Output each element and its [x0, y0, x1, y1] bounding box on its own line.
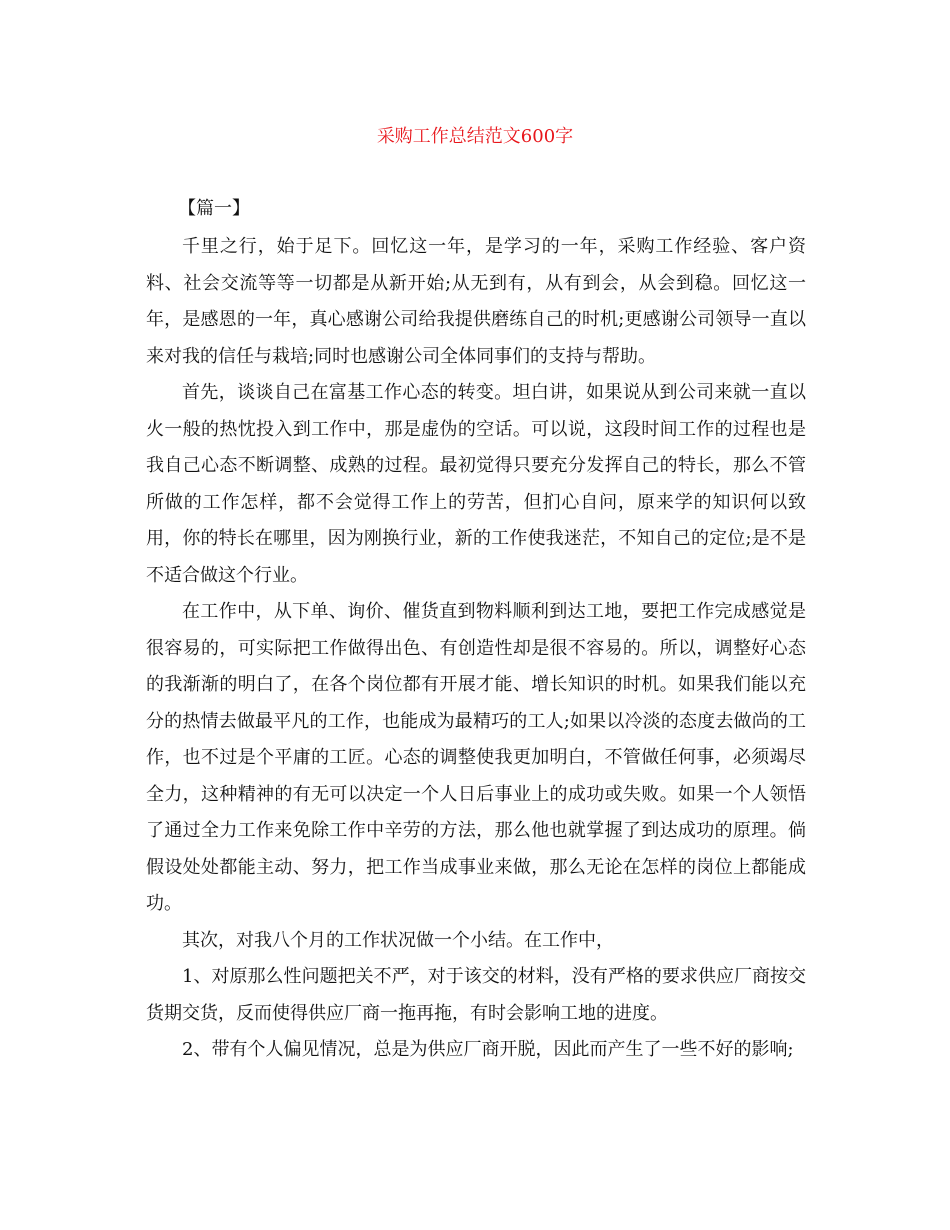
- paragraph-1: 千里之行，始于足下。回忆这一年，是学习的一年，采购工作经验、客户资料、社会交流等等一切都是从新开始;从无到有，从有到会，从会到稳。回忆这一年，是感恩的一年，真心感谢公司给我提供磨练自己的时机;更感谢公司领导一直以来对我的信任与栽培;同时也感谢公司全体同事们的支持与帮助。: [146, 236, 806, 367]
- paragraph-3: 在工作中，从下单、询价、催货直到物料顺利到达工地，要把工作完成感觉是很容易的，可实际把工作做得出色、有创造性却是很不容易的。所以，调整好心态的我渐渐的明白了，在各个岗位都有开展才能、增长知识的时机。如果我们能以充分的热情去做最平凡的工作，也能成为最精巧的工人;如果以冷淡的态度去做尚的工作，也不过是个平庸的工匠。心态的调整使我更加明白，不管做任何事，必须竭尽全力，这种精神的有无可以决定一个人日后事业上的成功或失败。如果一个人领悟了通过全力工作来免除工作中辛劳的方法，那么他也就掌握了到达成功的原理。倘假设处处都能主动、努力，把工作当成事业来做，那么无论在怎样的岗位上都能成功。: [146, 601, 806, 914]
- paragraph-5: 1、对原那么性问题把关不严，对于该交的材料，没有严格的要求供应厂商按交货期交货，反而使得供应厂商一拖再拖，有时会影响工地的进度。: [146, 966, 806, 1024]
- section-label: 【篇一】: [178, 198, 250, 219]
- paragraph-6: 2、带有个人偏见情况，总是为供应厂商开脱，因此而产生了一些不好的影响;: [182, 1039, 794, 1060]
- document-body: [146, 229, 806, 1069]
- document-title: 采购工作总结范文600字: [376, 126, 574, 147]
- paragraph-4: 其次，对我八个月的工作状况做一个小结。在工作中，: [182, 929, 614, 951]
- paragraph-2: 首先，谈谈自己在富基工作心态的转变。坦白讲，如果说从到公司来就一直以火一般的热忱投入到工作中，那是虚伪的空话。可以说，这段时间工作的过程也是我自己心态不断调整、成熟的过程。最初觉得只要充分发挥自己的特长，那么不管所做的工作怎样，都不会觉得工作上的劳苦，但扪心自问，原来学的知识何以致用，你的特长在哪里，因为刚换行业，新的工作使我迷茫，不知自己的定位;是不是不适合做这个行业。: [146, 382, 806, 586]
